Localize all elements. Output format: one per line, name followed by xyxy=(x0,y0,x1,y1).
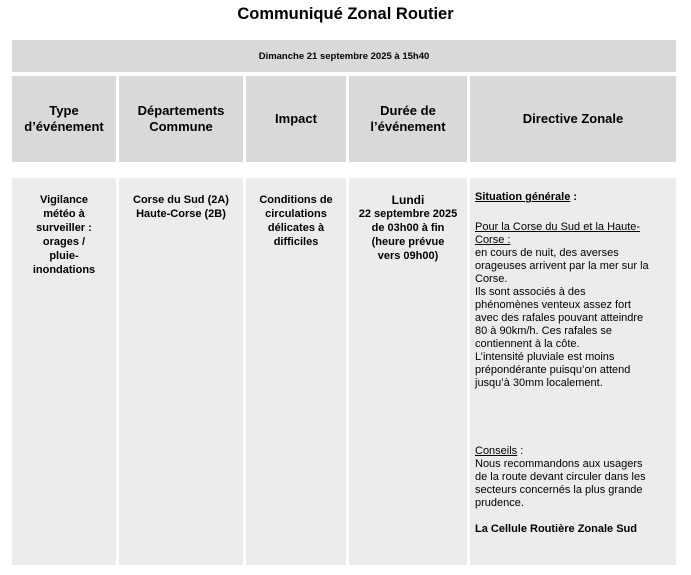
corse-text-line: jusqu’à 30mm localement. xyxy=(475,377,603,389)
date-line: Dimanche 21 septembre 2025 à 15h40 xyxy=(258,50,430,62)
header-impact-label: Impact xyxy=(275,111,317,126)
conseils-heading-label: Conseils xyxy=(475,445,518,457)
corse-text-line: en cours de nuit, des averses xyxy=(475,247,619,259)
header-type xyxy=(12,76,116,162)
corse-heading-line: Corse : xyxy=(475,234,511,246)
header-directive-label: Directive Zonale xyxy=(522,111,624,126)
cell-impact-line: difficiles xyxy=(273,236,319,248)
corse-text-line: Ils sont associés à des xyxy=(475,286,586,298)
corse-text-line: phénomènes venteux assez fort xyxy=(475,299,631,311)
header-duree-line: l’événement xyxy=(370,119,446,134)
conseils-text-line: Nous recommandons aux usagers xyxy=(475,458,643,470)
corse-text-line: contiennent à la côte. xyxy=(475,338,580,350)
header-duree xyxy=(349,76,467,162)
cell-departement-line: Haute-Corse (2B) xyxy=(136,208,226,220)
cell-impact-line: circulations xyxy=(265,208,327,220)
cell-type-line: pluie- xyxy=(49,250,79,262)
header-departements xyxy=(119,76,243,162)
cell-type-line: surveiller : xyxy=(36,222,92,234)
date-banner xyxy=(12,40,676,72)
cell-type-line: météo à xyxy=(43,208,85,220)
cell-type-line: orages / xyxy=(42,236,86,248)
cell-impact xyxy=(246,178,346,565)
cell-impact-line: délicates à xyxy=(267,222,325,234)
cell-duree-line: 22 septembre 2025 xyxy=(358,208,458,220)
corse-text-line: orageuses arrivent par la mer sur la xyxy=(475,260,649,272)
header-impact xyxy=(246,76,346,162)
cell-departements xyxy=(119,178,243,565)
page-title: Communiqué Zonal Routier xyxy=(237,5,454,23)
conseils-heading-colon: : xyxy=(517,445,524,457)
corse-text-line: prépondérante puisqu’on attend xyxy=(475,364,631,376)
cell-departement-line: Corse du Sud (2A) xyxy=(133,194,229,206)
cell-type-line: inondations xyxy=(32,264,96,276)
header-departements-line: Départements xyxy=(137,103,225,118)
conseils-text-line: de la route devant circuler dans les xyxy=(475,471,646,483)
cell-duree-line: vers 09h00) xyxy=(377,250,439,262)
cell-duree-day: Lundi xyxy=(391,193,425,207)
cell-impact-line: Conditions de xyxy=(259,194,333,206)
corse-text xyxy=(475,247,672,390)
header-duree-line: Durée de xyxy=(380,103,436,118)
cell-type-line: Vigilance xyxy=(39,194,89,206)
situation-heading-label: Situation générale xyxy=(475,191,571,203)
corse-text-line: 80 à 90km/h. Ces rafales se xyxy=(475,325,612,337)
header-departements-line: Commune xyxy=(149,119,213,134)
header-directive xyxy=(470,76,676,162)
conseils-text-line: secteurs concernés la plus grande xyxy=(475,484,643,496)
situation-heading xyxy=(475,191,672,204)
cell-directive xyxy=(470,178,676,565)
conseils-text-line: prudence. xyxy=(475,497,524,509)
cell-duree-line: (heure prévue xyxy=(371,236,445,248)
conseils-heading xyxy=(475,445,672,458)
header-type-line: d’événement xyxy=(24,119,104,134)
corse-heading-line: Pour la Corse du Sud et la Haute- xyxy=(475,221,641,233)
cell-duree xyxy=(349,178,467,565)
corse-heading xyxy=(475,221,672,247)
header-type-line: Type xyxy=(49,103,79,118)
corse-text-line: L’intensité pluviale est moins xyxy=(475,351,615,363)
cell-duree-line: de 03h00 à fin xyxy=(371,222,445,234)
conseils-text xyxy=(475,458,672,510)
corse-text-line: avec des rafales pouvant atteindre xyxy=(475,312,644,324)
corse-text-line: Corse. xyxy=(475,273,508,285)
cell-type xyxy=(12,178,116,565)
signature: La Cellule Routière Zonale Sud xyxy=(475,523,637,535)
situation-heading-colon: : xyxy=(570,191,578,203)
